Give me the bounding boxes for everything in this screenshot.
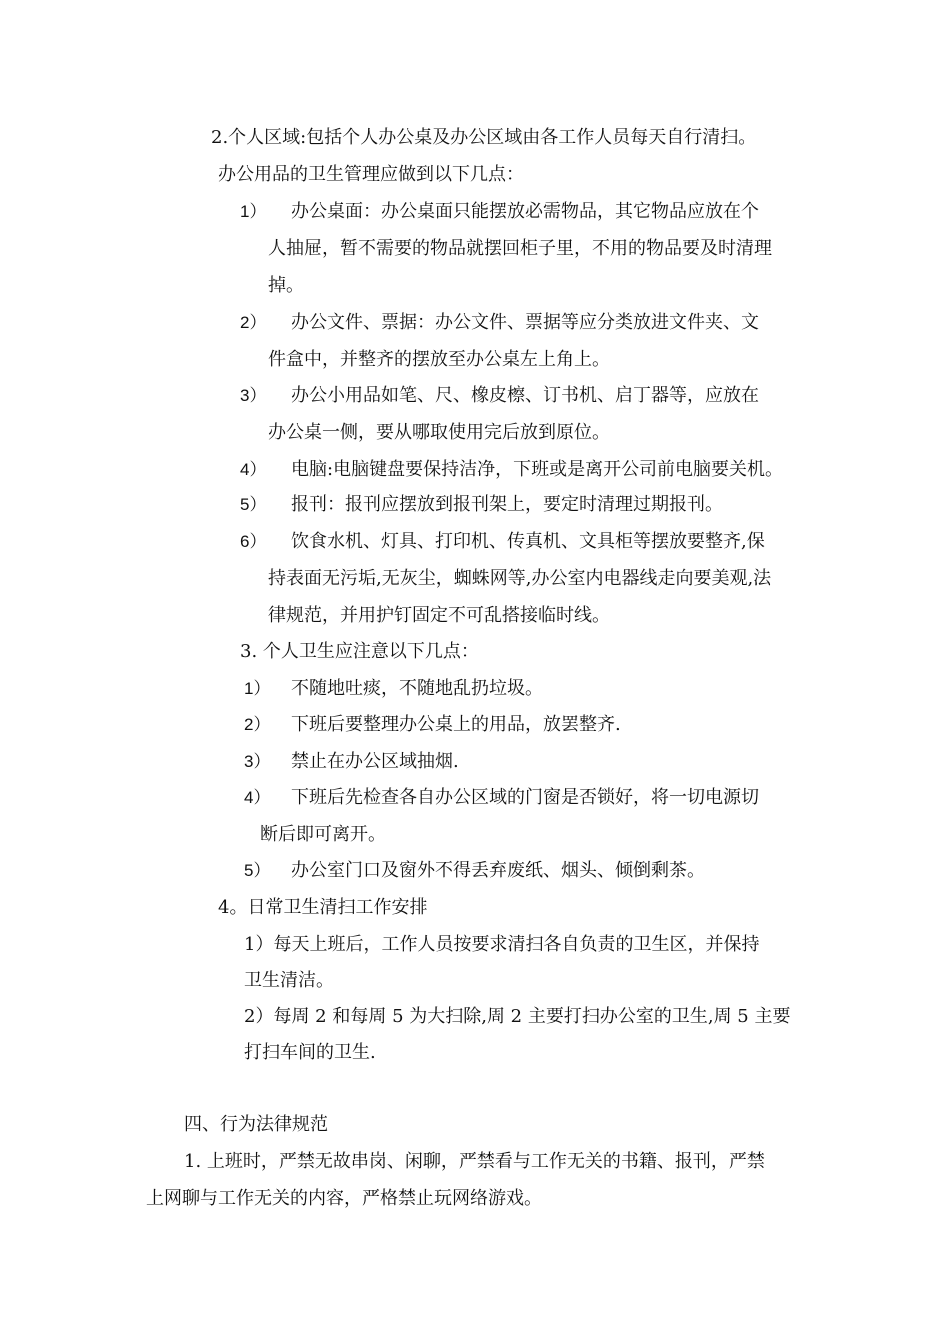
conduct-rule-1-line-1: 1. 上班时，严禁无故串岗、闲聊，严禁看与工作无关的书籍、报刊，严禁 [184, 1151, 765, 1172]
office-item-5-line-1: 报刊：报刊应摆放到报刊架上，要定时清理过期报刊。 [291, 494, 723, 515]
hygiene-item-2-number: 2） [244, 715, 271, 734]
hygiene-item-1-number: 1） [244, 679, 271, 698]
section4-title: 4。日常卫生清扫工作安排 [218, 897, 428, 918]
hygiene-item-5-number: 5） [244, 861, 271, 880]
hygiene-item-4-number: 4） [244, 788, 271, 807]
office-item-6-line-2: 持表面无污垢,无灰尘，蜘蛛网等,办公室内电器线走向要美观,法 [268, 568, 772, 589]
office-supplies-intro: 办公用品的卫生管理应做到以下几点： [218, 164, 524, 185]
office-item-4-number: 4） [240, 460, 267, 479]
office-item-5-number: 5） [240, 495, 267, 514]
office-item-1-number: 1） [240, 202, 267, 221]
schedule-item-1-line-2: 卫生清洁。 [244, 970, 334, 991]
hygiene-item-3-number: 3） [244, 752, 271, 771]
office-item-1-line-1: 办公桌面：办公桌面只能摆放必需物品，其它物品应放在个 [291, 201, 759, 222]
office-item-4-line-1: 电脑:电脑键盘要保持洁净，下班或是离开公司前电脑要关机。 [291, 459, 784, 480]
hygiene-item-5-line-1: 办公室门口及窗外不得丢弃废纸、烟头、倾倒剩茶。 [291, 860, 705, 881]
schedule-item-2-line-2: 打扫车间的卫生. [244, 1042, 376, 1063]
hygiene-item-1-line-1: 不随地吐痰，不随地乱扔垃圾。 [291, 678, 543, 699]
hygiene-item-4-line-1: 下班后先检查各自办公区域的门窗是否锁好，将一切电源切 [291, 787, 759, 808]
office-item-6-line-3: 律规范，并用护钉固定不可乱搭接临时线。 [268, 605, 610, 626]
chapter4-title: 四、行为法律规范 [184, 1114, 328, 1135]
office-item-2-line-1: 办公文件、票据：办公文件、票据等应分类放进文件夹、文 [291, 312, 759, 333]
office-item-1-line-3: 掉。 [268, 275, 304, 296]
hygiene-item-2-line-1: 下班后要整理办公桌上的用品，放罢整齐. [291, 714, 621, 735]
hygiene-item-4-line-2: 断后即可离开。 [260, 824, 386, 845]
office-item-6-line-1: 饮食水机、灯具、打印机、传真机、文具柜等摆放要整齐,保 [291, 531, 765, 552]
section3-title: 3. 个人卫生应注意以下几点： [240, 641, 479, 662]
office-item-3-number: 3） [240, 386, 267, 405]
schedule-item-2-line-1: 2）每周 2 和每周 5 为大扫除,周 2 主要打扫办公室的卫生,周 5 主要 [244, 1006, 791, 1027]
hygiene-item-3-line-1: 禁止在办公区域抽烟. [291, 751, 459, 772]
section2-personal-area: 2.个人区域:包括个人办公桌及办公区域由各工作人员每天自行清扫。 [211, 127, 757, 148]
office-item-2-line-2: 件盒中，并整齐的摆放至办公桌左上角上。 [268, 349, 610, 370]
office-item-6-number: 6） [240, 532, 267, 551]
office-item-2-number: 2） [240, 313, 267, 332]
office-item-3-line-2: 办公桌一侧，要从哪取使用完后放到原位。 [268, 422, 610, 443]
office-item-3-line-1: 办公小用品如笔、尺、橡皮檫、订书机、启丁器等，应放在 [291, 385, 759, 406]
office-item-1-line-2: 人抽屉，暂不需要的物品就摆回柜子里，不用的物品要及时清理 [268, 238, 772, 259]
conduct-rule-1-line-2: 上网聊与工作无关的内容，严格禁止玩网络游戏。 [146, 1188, 542, 1209]
schedule-item-1-line-1: 1）每天上班后，工作人员按要求清扫各自负责的卫生区，并保持 [244, 934, 760, 955]
